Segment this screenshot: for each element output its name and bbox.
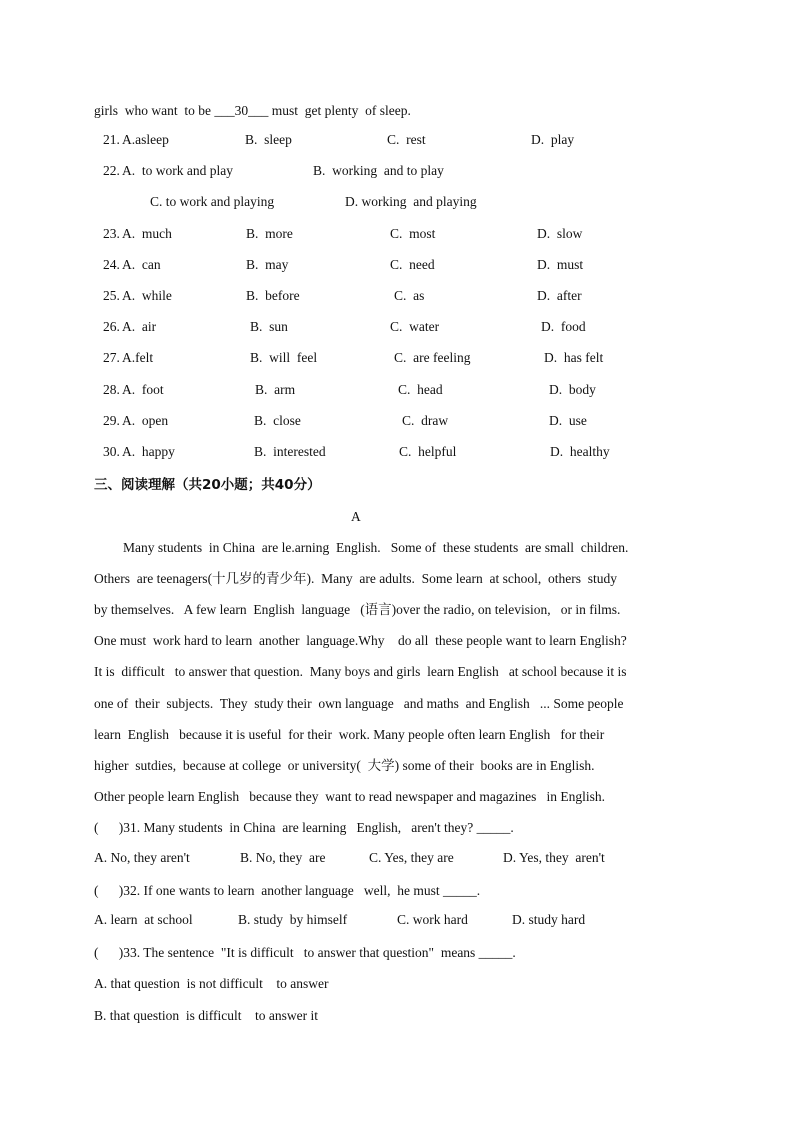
blank-30: ___30___ [214,103,269,118]
intro-before: girls who want to be [94,103,215,118]
option-a[interactable]: A. much [122,226,172,241]
question-number: 29. [103,413,120,428]
option-c[interactable]: C. rest [387,132,426,147]
option-c[interactable]: C. Yes, they are [369,850,454,865]
question-stem: ( )33. The sentence "It is difficult to answer that question" means _____. [94,945,516,960]
option-d[interactable]: D. body [549,382,596,397]
passage-line: one of their subjects. They study their own language and maths and English ... Some people [94,696,624,711]
passage-line: Others are teenagers(十几岁的青少年). Many are adults. Some learn at school, others study [94,571,617,586]
option-d[interactable]: D. study hard [512,912,586,927]
option-b[interactable]: B. may [246,257,289,272]
passage-label: A [351,509,361,524]
option-a[interactable]: A. foot [122,382,164,397]
option-d[interactable]: D. use [549,413,587,428]
passage-line: by themselves. A few learn English language (语言)over the radio, on television, or in films. [94,602,621,617]
option-a[interactable]: A. to work and play [122,163,233,178]
option-a[interactable]: A. while [122,288,172,303]
option-c[interactable]: C. draw [402,413,449,428]
option-b[interactable]: B. sleep [245,132,292,147]
option-a[interactable]: A. open [122,413,169,428]
option-a[interactable]: A. happy [122,444,175,459]
intro-line [94,101,411,121]
option-b[interactable]: B. sun [250,319,288,334]
passage-line: Many students in China are le.arning English. Some of these students are small children. [123,540,629,555]
option-b[interactable]: B. more [246,226,293,241]
passage-line: One must work hard to learn another language.Why do all these people want to learn English? [94,633,627,648]
option-a[interactable]: A. can [122,257,161,272]
question-stem: ( )32. If one wants to learn another language well, he must _____. [94,883,481,898]
section-title: 三、阅读理解（共20小题；共40分） [94,477,321,493]
question-stem: ( )31. Many students in China are learning English, aren't they? _____. [94,820,514,835]
question-number: 24. [103,257,120,272]
option-b[interactable]: B. working and to play [313,163,444,178]
option-d[interactable]: D. slow [537,226,583,241]
question-number: 22. [103,163,120,178]
intro-after: must get plenty of sleep. [268,103,411,118]
option-d[interactable]: D. healthy [550,444,610,459]
option-d[interactable]: D. working and playing [345,194,477,209]
option-b[interactable]: B. before [246,288,300,303]
option-d[interactable]: D. after [537,288,582,303]
option-d[interactable]: D. has felt [544,350,604,365]
passage-line: learn English because it is useful for their work. Many people often learn English for their [94,727,605,742]
option-b[interactable]: B. study by himself [238,912,348,927]
option-d[interactable]: D. play [531,132,575,147]
question-number: 30. [103,444,120,459]
option-c[interactable]: C. need [390,257,435,272]
option-d[interactable]: D. must [537,257,584,272]
option-c[interactable]: C. water [390,319,440,334]
question-number: 23. [103,226,120,241]
passage-line: It is difficult to answer that question. Many boys and girls learn English at school because it is [94,664,627,679]
question-number: 21. [103,132,120,147]
option-a[interactable]: A.asleep [122,132,169,147]
option-b[interactable]: B. will feel [250,350,318,365]
option-a[interactable]: A. learn at school [94,912,193,927]
passage-line: higher sutdies, because at college or university( 大学) some of their books are in English. [94,758,595,773]
option-b[interactable]: B. arm [255,382,296,397]
option-c[interactable]: C. are feeling [394,350,471,365]
option-c[interactable]: C. head [398,382,443,397]
option-a[interactable]: A. No, they aren't [94,850,190,865]
option-c[interactable]: C. as [394,288,425,303]
question-number: 25. [103,288,120,303]
option-b[interactable]: B. close [254,413,301,428]
passage-line: Other people learn English because they want to read newspaper and magazines in English. [94,789,605,804]
question-number: 28. [103,382,120,397]
option-b[interactable]: B. No, they are [240,850,326,865]
option-a[interactable]: A.felt [122,350,154,365]
option-c[interactable]: C. most [390,226,436,241]
option-d[interactable]: D. Yes, they aren't [503,850,605,865]
option-c[interactable]: C. to work and playing [150,194,275,209]
option-d[interactable]: D. food [541,319,586,334]
option-c[interactable]: C. helpful [399,444,457,459]
option-b[interactable]: B. interested [254,444,326,459]
option-a[interactable]: A. that question is not difficult to answer [94,976,329,991]
option-c[interactable]: C. work hard [397,912,468,927]
option-b[interactable]: B. that question is difficult to answer it [94,1008,318,1023]
question-number: 27. [103,350,120,365]
option-a[interactable]: A. air [122,319,157,334]
question-number: 26. [103,319,120,334]
